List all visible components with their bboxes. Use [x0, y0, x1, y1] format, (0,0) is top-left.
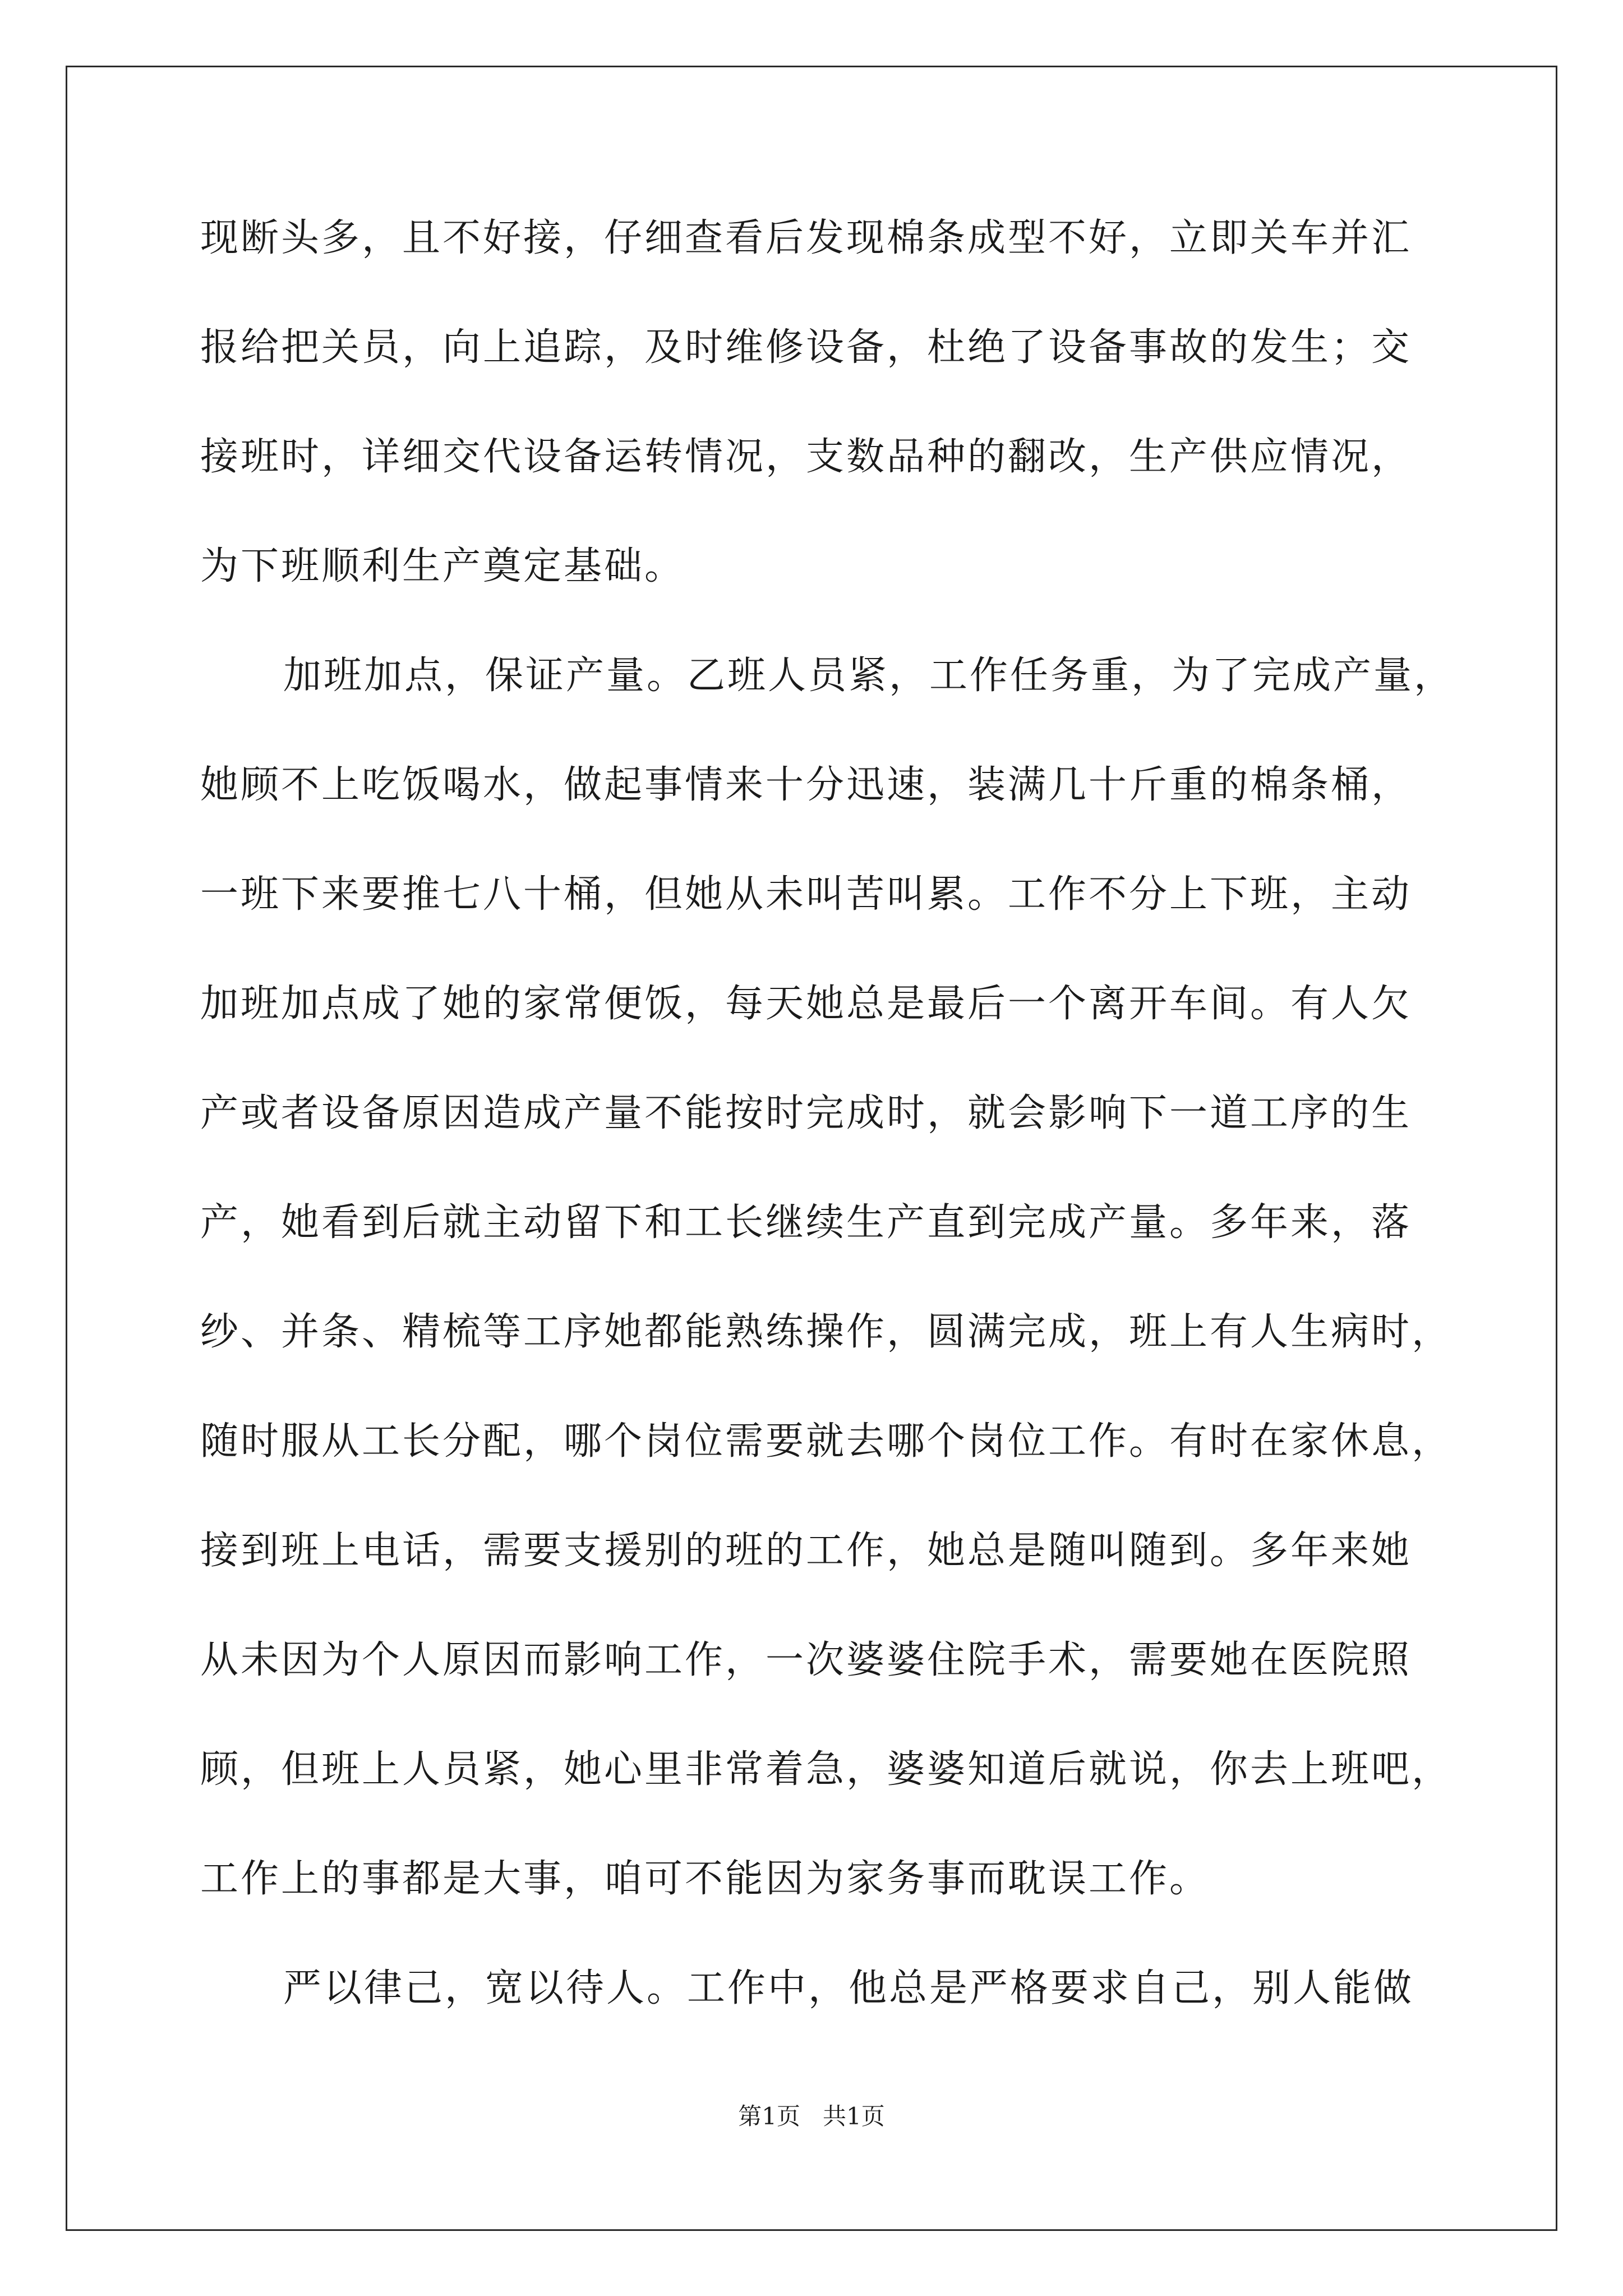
- text-line: 产或者设备原因造成产量不能按时完成时，就会影响下一道工序的生: [200, 1091, 1412, 1135]
- text-line: 现断头多，且不好接，仔细查看后发现棉条成型不好，立即关车并汇: [200, 216, 1412, 260]
- text-line: 接到班上电话，需要支援别的班的工作，她总是随叫随到。多年来她: [200, 1529, 1412, 1573]
- text-line: 接班时，详细交代设备运转情况，支数品种的翻改，生产供应情况，: [200, 435, 1412, 479]
- text-line: 报给把关员，向上追踪，及时维修设备，杜绝了设备事故的发生；交: [200, 325, 1412, 370]
- paragraph-first-line: 加班加点，保证产量。乙班人员紧，工作任务重，为了完成产量，: [283, 654, 1455, 698]
- paragraph-first-line: 严以律己，宽以待人。工作中，他总是严格要求自己，别人能做: [283, 1966, 1414, 2010]
- text-line: 纱、并条、精梳等工序她都能熟练操作，圆满完成，班上有人生病时，: [200, 1310, 1453, 1354]
- text-line: 为下班顺利生产奠定基础。: [200, 544, 685, 588]
- text-line: 从未因为个人原因而影响工作，一次婆婆住院手术，需要她在医院照: [200, 1638, 1412, 1682]
- text-line: 随时服从工长分配，哪个岗位需要就去哪个岗位工作。有时在家休息，: [200, 1419, 1453, 1464]
- text-line: 一班下来要推七八十桶，但她从未叫苦叫累。工作不分上下班，主动: [200, 872, 1412, 917]
- text-line: 产，她看到后就主动留下和工长继续生产直到完成产量。多年来，落: [200, 1200, 1412, 1245]
- page-border: [66, 66, 1557, 2231]
- page-number-footer: 第1页 共1页: [738, 2102, 885, 2130]
- text-line: 她顾不上吃饭喝水，做起事情来十分迅速，装满几十斤重的棉条桶，: [200, 763, 1412, 807]
- text-line: 工作上的事都是大事，咱可不能因为家务事而耽误工作。: [200, 1857, 1210, 1901]
- text-line: 顾，但班上人员紧，她心里非常着急，婆婆知道后就说，你去上班吧，: [200, 1747, 1453, 1792]
- text-line: 加班加点成了她的家常便饭，每天她总是最后一个离开车间。有人欠: [200, 982, 1412, 1026]
